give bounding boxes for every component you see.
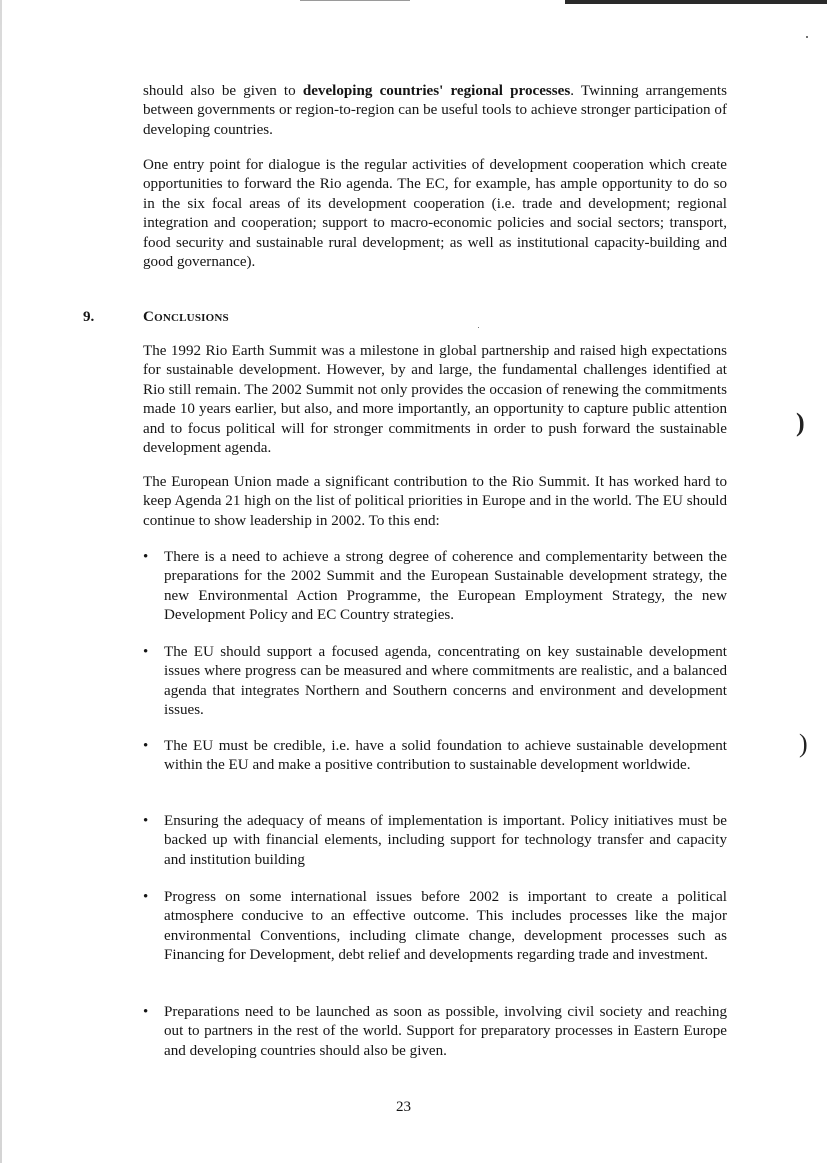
scan-speck <box>806 36 808 38</box>
page-number: 23 <box>396 1099 412 1115</box>
bullet-text: The EU should support a focused agenda, concentrating on key sustainable development issues where progress can be measured and where commitments are realistic, and a balanced agenda that integrates Northern and Southern concerns and environment and development issues. <box>164 644 727 719</box>
paragraph-intro <box>143 82 727 140</box>
paragraph-rio-summit: The 1992 Rio Earth Summit was a milestone in global partnership and raised high expectations for sustainable development. However, by and large, the fundamental challenges identified at Rio still remain. The 2002 Summit not only provides the occasion of renewing the commitments made 10 years earlier, but also, and more importantly, an opportunity to capture public attention and to focus political will for stronger commitments in order to push forward the sustainable development agenda. <box>143 343 727 457</box>
bullet-text: Progress on some international issues before 2002 is important to create a political atmosphere conducive to an effective outcome. This includes processes like the major environmental Conventions, including climate change, development processes such as Financing for Development, debt relief and developments regarding trade and investment. <box>164 889 727 964</box>
bullet-icon: • <box>143 644 149 660</box>
bullet-icon: • <box>143 889 149 905</box>
bullet-icon: • <box>143 738 149 754</box>
bullet-item <box>143 737 727 776</box>
margin-bracket-mark: ) <box>796 408 805 437</box>
intro-text-start: should also be given to <box>143 83 303 99</box>
bullet-item <box>143 888 727 966</box>
scan-artifact-top-left <box>300 0 410 1</box>
intro-bold-phrase: developing countries' regional processes <box>302 83 571 99</box>
bullet-item <box>143 1003 727 1061</box>
section-title: Conclusions <box>143 309 229 325</box>
bullet-item <box>143 548 727 626</box>
bullet-text: The EU must be credible, i.e. have a solid foundation to achieve sustainable development within the EU and make a positive contribution to sustainable development worldwide. <box>164 738 727 774</box>
scan-edge-left <box>0 0 2 1163</box>
paragraph-eu-contribution: The European Union made a significant contribution to the Rio Summit. It has worked hard to keep Agenda 21 high on the list of political priorities in Europe and in the world. The EU should continue to show leadership in 2002. To this end: <box>143 474 727 529</box>
bullet-text: Preparations need to be launched as soon as possible, involving civil society and reaching out to partners in the rest of the world. Support for preparatory processes in Eastern Europe and developing countries should also be given. <box>164 1004 727 1059</box>
bullet-icon: • <box>143 813 149 829</box>
bullet-item <box>143 643 727 721</box>
bullet-icon: • <box>143 1004 149 1020</box>
paragraph-entry-point: One entry point for dialogue is the regular activities of development cooperation which create opportunities to forward the Rio agenda. The EC, for example, has ample opportunity to do so in the six focal areas of its development cooperation (i.e. trade and development; regional integration and cooperation; support to macro-economic policies and social sectors; transport, food security and sustainable rural development; as well as institutional capacity-building and good governance). <box>143 157 727 271</box>
scan-speck <box>478 327 479 328</box>
bullet-icon: • <box>143 549 149 565</box>
scan-artifact-top-right <box>565 0 827 4</box>
bullet-text: There is a need to achieve a strong degree of coherence and complementarity between the preparations for the 2002 Summit and the European Sustainable development strategy, the new Environmental Action Programme, the European Employment Strategy, the new Development Policy and EC Country strategies. <box>164 549 727 624</box>
intro-text-end: . Twinning arrangements between governments or region-to-region can be useful tools to achieve stronger participation of developing countries. <box>143 83 727 138</box>
bullet-text: Ensuring the adequacy of means of implementation is important. Policy initiatives must be backed up with financial elements, including support for technology transfer and capacity and institution building <box>164 813 727 868</box>
bullet-item <box>143 812 727 870</box>
section-number: 9. <box>83 309 95 325</box>
margin-bracket-mark: ) <box>799 729 808 758</box>
